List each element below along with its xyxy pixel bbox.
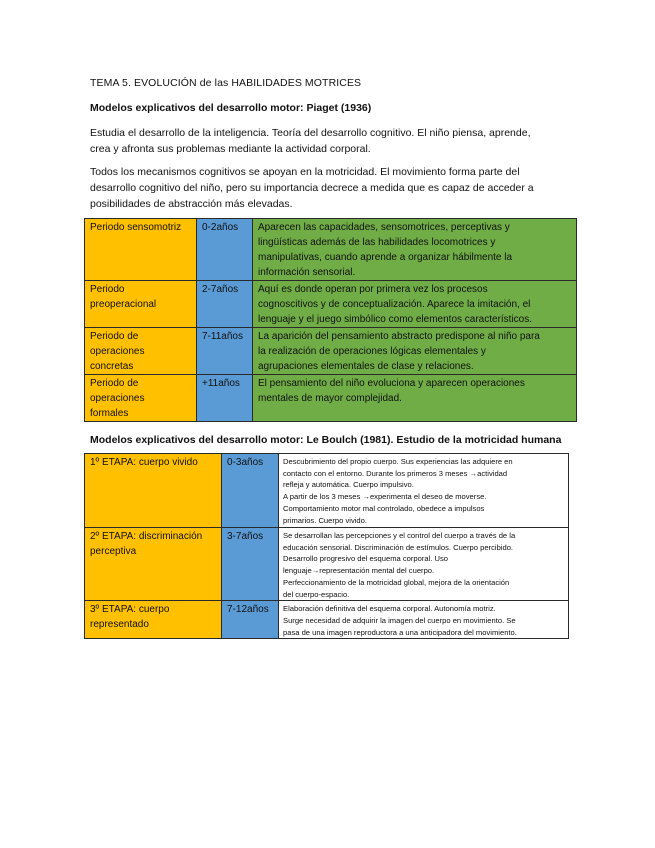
description-line: Aquí es donde operan por primera vez los procesos (258, 284, 488, 295)
age-cell: +11años (197, 375, 253, 422)
description-line: cognoscitivos y de conceptualización. Aparece la imitación, el (258, 299, 531, 310)
description-line: Se desarrollan las percepciones y el control del cuerpo a través de la (283, 531, 516, 540)
section-heading-piaget: Modelos explicativos del desarrollo motor: Piaget (1936) (90, 102, 372, 114)
period-label: operaciones (90, 393, 145, 404)
table-row (85, 281, 577, 328)
description-line: del cuerpo-espacio. (283, 589, 350, 599)
paragraph-line: desarrollo cognitivo del niño, pero su importancia decrece a medida que es capaz de acceder a (90, 182, 534, 194)
paragraph-line: Todos los mecanismos cognitivos se apoyan en la motricidad. El movimiento forma parte del (90, 166, 520, 178)
paragraph-intro (90, 125, 560, 157)
paragraph-line: crea y afronta sus problemas mediante la actividad corporal. (90, 143, 371, 155)
description-line: lenguaje y el juego simbólico como elementos característicos. (258, 314, 533, 325)
description-line: mentales de mayor complejidad. (258, 393, 402, 404)
table-row (85, 601, 569, 639)
period-label: concretas (90, 361, 134, 372)
description-line: la realización de operaciones lógicas elementales y (258, 346, 486, 357)
description-line: educación sensorial. Discriminación de estímulos. Cuerpo percibido. (283, 542, 514, 552)
age-cell: 2-7años (197, 281, 253, 328)
leboulch-table (84, 453, 569, 639)
description-line: La aparición del pensamiento abstracto predispone al niño para (258, 331, 540, 342)
paragraph-line: posibilidades de abstracción más elevadas. (90, 198, 293, 210)
period-label: preoperacional (90, 299, 157, 310)
table-row (85, 454, 569, 528)
period-label: operaciones (90, 346, 145, 357)
description-cell (253, 375, 577, 422)
paragraph-motricidad (90, 164, 560, 212)
description-line: información sensorial. (258, 267, 356, 278)
stage-cell (85, 528, 222, 601)
document-title: TEMA 5. EVOLUCIÓN de las HABILIDADES MOTRICES (90, 77, 362, 89)
description-line: Surge necesidad de adquirir la imagen del cuerpo en movimiento. Se (283, 615, 516, 625)
stage-label: 1º ETAPA: cuerpo vivido (90, 457, 198, 468)
description-line: lingüísticas además de las habilidades locomotrices y (258, 237, 496, 248)
description-cell (279, 454, 569, 528)
description-cell (253, 281, 577, 328)
description-cell (253, 328, 577, 375)
description-line: El pensamiento del niño evoluciona y aparecen operaciones (258, 378, 525, 389)
description-line: Perfeccionamiento de la motricidad global, mejora de la orientación (283, 577, 510, 587)
description-line: agrupaciones elementales de clase y relaciones. (258, 361, 474, 372)
section-heading-leboulch: Modelos explicativos del desarrollo motor: Le Boulch (1981). Estudio de la motricidad humana (90, 434, 562, 446)
period-cell (85, 219, 197, 281)
description-line: manipulativas, cuando aprende a organizar hábilmente la (258, 252, 513, 263)
description-cell (253, 219, 577, 281)
table-row (85, 528, 569, 601)
description-line: refleja y automática. Cuerpo impulsivo. (283, 480, 414, 490)
stage-label: representado (90, 619, 149, 631)
table-row (85, 219, 577, 281)
description-line: Aparecen las capacidades, sensomotrices, perceptivas y (258, 222, 510, 233)
description-line: contacto con el entorno. Durante los primeros 3 meses →actividad (283, 468, 508, 478)
description-cell (279, 601, 569, 639)
description-line: pasa de una imagen reproductora a una anticipadora del movimiento. (283, 627, 517, 637)
stage-cell (85, 454, 222, 528)
age-cell: 7-11años (197, 328, 253, 375)
period-label: formales (90, 408, 129, 419)
age-cell: 0-3años (222, 454, 279, 528)
description-line: primarios. Cuerpo vivido. (283, 515, 367, 525)
description-line: lenguaje→representación mental del cuerpo. (283, 566, 435, 576)
description-line: Descubrimiento del propio cuerpo. Sus experiencias las adquiere en (283, 457, 513, 466)
age-cell: 7-12años (222, 601, 279, 639)
period-label: Periodo de (90, 331, 139, 342)
stage-label: perceptiva (90, 546, 137, 557)
stage-label: 2º ETAPA: discriminación (90, 531, 203, 542)
piaget-table (84, 218, 577, 422)
stage-label: 3º ETAPA: cuerpo (90, 604, 170, 616)
paragraph-line: Estudia el desarrollo de la inteligencia. Teoría del desarrollo cognitivo. El niño piensa, aprende, (90, 127, 531, 139)
description-cell (279, 528, 569, 601)
description-line: Elaboración definitiva del esquema corporal. Autonomía motriz. (283, 604, 496, 614)
table-row (85, 375, 577, 422)
description-line: Comportamiento motor mal controlado, obedece a impulsos (283, 503, 485, 513)
table-row (85, 328, 577, 375)
period-cell (85, 375, 197, 422)
description-line: A partir de los 3 meses →experimenta el deseo de moverse. (283, 492, 487, 502)
stage-cell (85, 601, 222, 639)
period-cell (85, 281, 197, 328)
period-label: Periodo (90, 284, 125, 295)
period-label: Periodo de (90, 378, 139, 389)
age-cell: 0-2años (197, 219, 253, 281)
description-line: Desarrollo progresivo del esquema corporal. Uso (283, 554, 449, 564)
period-cell (85, 328, 197, 375)
period-label: Periodo sensomotriz (90, 222, 182, 233)
age-cell: 3-7años (222, 528, 279, 601)
